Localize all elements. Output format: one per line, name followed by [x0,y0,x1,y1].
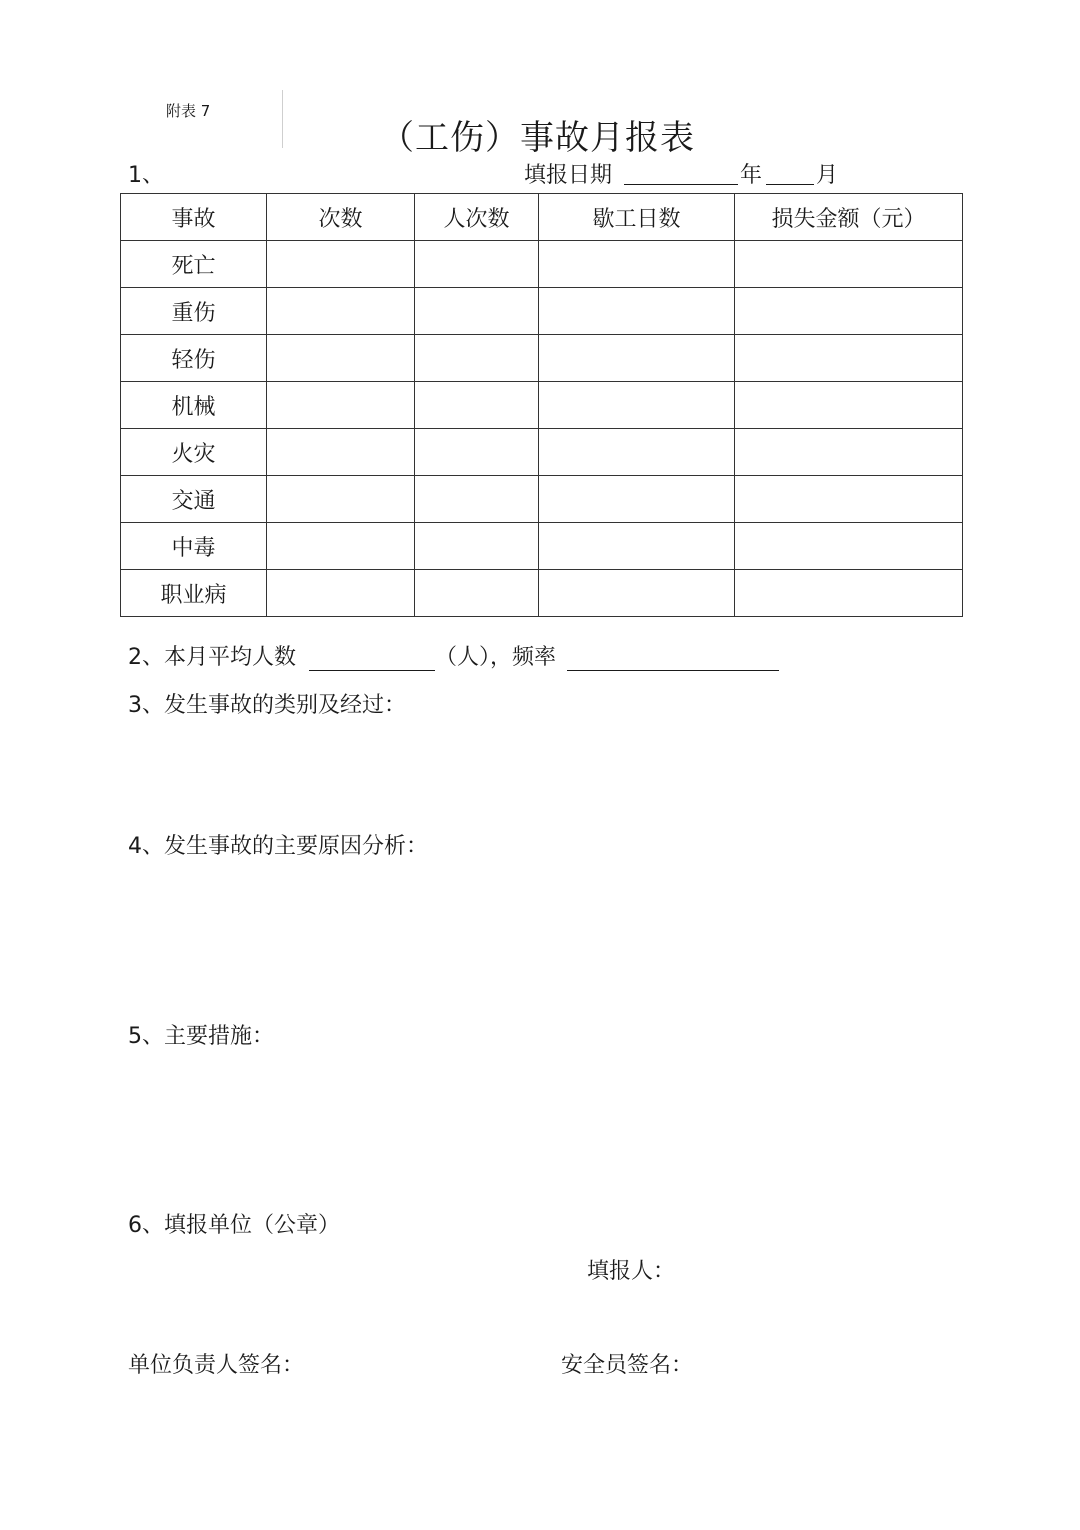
table-cell[interactable] [267,476,415,523]
table-cell[interactable] [415,429,539,476]
table-header-row [121,194,963,241]
section-3-number: 3、 [128,693,164,718]
report-date-label: 填报日期 [524,163,613,188]
row-label-occupational-disease: 职业病 [121,570,267,617]
month-label: 月 [816,163,839,188]
column-header-count: 次数 [267,194,415,241]
section-5 [128,1019,274,1050]
row-label-death: 死亡 [121,241,267,288]
table-cell[interactable] [267,570,415,617]
table-row [121,523,963,570]
table-row [121,382,963,429]
row-label-serious-injury: 重伤 [121,288,267,335]
table-cell[interactable] [539,570,735,617]
reporter-label: 填报人： [587,1259,676,1284]
appendix-label: 附表 7 [166,102,211,120]
table-cell[interactable] [415,335,539,382]
month-field[interactable] [766,162,814,185]
table-cell[interactable] [539,476,735,523]
table-cell[interactable] [267,241,415,288]
column-header-accident: 事故 [121,194,267,241]
table-row [121,241,963,288]
table-cell[interactable] [415,476,539,523]
table-cell[interactable] [735,288,963,335]
table-row [121,429,963,476]
section-6-label: 填报单位（公章） [164,1213,341,1238]
table-cell[interactable] [735,335,963,382]
page-title: （工伤）事故月报表 [380,118,695,158]
section-2 [128,640,779,671]
safety-officer-signature-label: 安全员签名： [561,1353,694,1378]
table-cell[interactable] [735,429,963,476]
table-cell[interactable] [539,429,735,476]
table-cell[interactable] [539,335,735,382]
frequency-field[interactable] [567,646,779,671]
year-field[interactable] [624,162,738,185]
table-cell[interactable] [539,241,735,288]
section-4-number: 4、 [128,834,164,859]
table-cell[interactable] [415,523,539,570]
table-cell[interactable] [415,382,539,429]
table-row [121,476,963,523]
table-row [121,335,963,382]
row-label-fire: 火灾 [121,429,267,476]
table-cell[interactable] [267,335,415,382]
table-cell[interactable] [735,241,963,288]
table-row [121,288,963,335]
average-headcount-field[interactable] [309,646,435,671]
table-cell[interactable] [539,382,735,429]
table-cell[interactable] [735,570,963,617]
section-3-label: 发生事故的类别及经过： [164,693,407,718]
section-3 [128,688,406,719]
table-cell[interactable] [735,382,963,429]
table-cell[interactable] [267,523,415,570]
section-5-number: 5、 [128,1024,164,1049]
table-cell[interactable] [539,288,735,335]
section-4 [128,829,428,860]
row-label-poisoning: 中毒 [121,523,267,570]
table-cell[interactable] [735,476,963,523]
unit-head-signature-label: 单位负责人签名： [128,1353,305,1378]
section-6 [128,1208,340,1239]
table-cell[interactable] [735,523,963,570]
section-2-unit: （人），频率 [435,645,557,670]
column-header-person-count: 人次数 [415,194,539,241]
row-label-traffic: 交通 [121,476,267,523]
table-cell[interactable] [539,523,735,570]
section-2-label: 本月平均人数 [164,645,297,670]
table-cell[interactable] [267,288,415,335]
column-header-loss-amount: 损失金额（元） [735,194,963,241]
table-cell[interactable] [415,288,539,335]
section-2-number: 2、 [128,645,164,670]
table-cell[interactable] [267,382,415,429]
section-4-label: 发生事故的主要原因分析： [164,834,429,859]
row-label-machinery: 机械 [121,382,267,429]
column-header-lost-days: 歇工日数 [539,194,735,241]
year-label: 年 [740,163,763,188]
row-label-minor-injury: 轻伤 [121,335,267,382]
section-5-label: 主要措施： [164,1024,275,1049]
table-cell[interactable] [267,429,415,476]
item-number-1: 1、 [128,163,164,188]
section-6-number: 6、 [128,1213,164,1238]
table-row [121,570,963,617]
accident-report-table [120,193,963,617]
divider [282,90,283,148]
table-cell[interactable] [415,570,539,617]
table-cell[interactable] [415,241,539,288]
